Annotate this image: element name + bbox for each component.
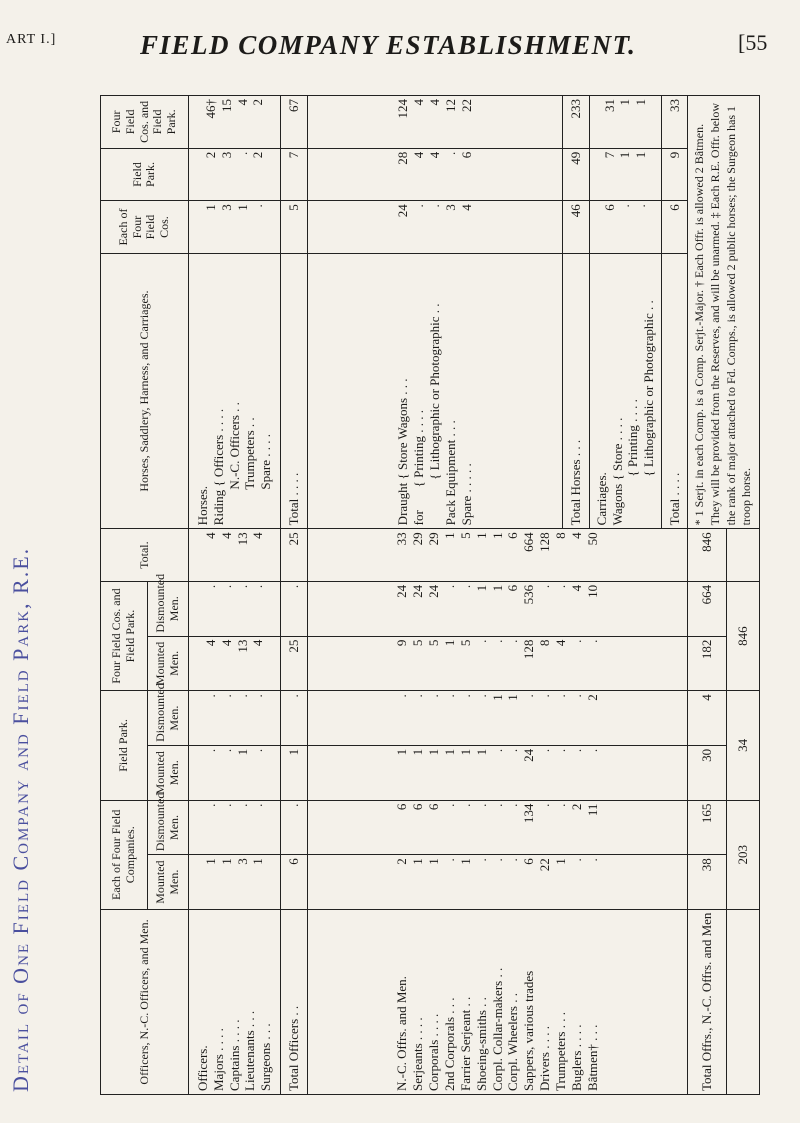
total-ncos: 33 29 29 1 5 1 1 6 664 128 8 4 50 — [307, 529, 688, 582]
fc-riding-horses: 46† 15 4 2 — [188, 96, 280, 149]
establishment-tables — [100, 95, 760, 1095]
fc-mounted-officers: 4 4 13 4 — [188, 636, 280, 691]
fp-carriages-total: 9 — [661, 148, 688, 201]
total-officers: 4 4 13 4 — [188, 529, 280, 582]
ec-mounted-officers: 1 1 3 1 — [188, 855, 280, 910]
page-number: [55 — [738, 30, 768, 55]
fp-carriages: 7 1 1 — [590, 148, 662, 201]
fc-mounted-grand: 182 — [688, 636, 727, 691]
fc-dismounted-total-officers: . — [281, 581, 308, 636]
footnote: * 1 Serjt. in each Comp. is a Comp. Serjt.-Major. † Each Offr. is allowed 2 Bâtmen. They will be provided from the Reserves, and will be unarmed. ‡ Each R.E. Offr. below the rank of major attached to Fd. Comps., is allowed 2 public horses; the Surgeon has 1 troop horse. — [688, 96, 760, 529]
horses-label-header: Horses, Saddlery, Harness, and Carriages. — [101, 253, 189, 529]
fp-mounted-officers: . . 1 . — [188, 745, 280, 800]
fc-dismounted-ncos: 24 24 24 . . 1 1 6 536 . . 4 10 — [307, 581, 688, 636]
total-grand: 846 — [688, 529, 727, 582]
field-park-header: Field Park. — [101, 148, 189, 201]
riding-horse-labels: Horses. Riding { Officers . . . . N.-C. Officers . . Trumpeters . . Spare . . . . — [188, 253, 280, 529]
fc-dismounted-officers: . . . . — [188, 581, 280, 636]
carriages-total-label: Total . . . . — [661, 253, 688, 529]
fc-total-horses: 233 — [563, 96, 590, 149]
fp-mounted-ncos: 1 1 1 1 1 1 . . 24 . . . . — [307, 745, 688, 800]
fp-dismounted-total-officers: . — [281, 691, 308, 746]
ec-dismounted-total-officers: . — [281, 800, 308, 855]
side-title: Detail of One Field Company and Field Park, R.E. — [8, 546, 33, 1092]
carriage-labels: Carriages. Wagons { Store . . . . { Printing . . . . { Lithographic or Photographic . . — [590, 253, 662, 529]
ec-mounted-header: Mounted Men. — [148, 855, 189, 910]
fc-draught: 124 4 4 12 22 — [307, 96, 563, 149]
total-total-officers: 25 — [281, 529, 308, 582]
fc-carriages: 31 1 1 — [590, 96, 662, 149]
ec-carriages: 6 . . — [590, 201, 662, 254]
total-horses-label: Total Horses . . . — [563, 253, 590, 529]
ec-dismounted-officers: . . . . — [188, 800, 280, 855]
group-each-company: Each of Four Field Companies. — [101, 800, 148, 909]
grand-total-label: Total Offrs., N.-C. Offrs. and Men — [688, 909, 727, 1094]
fp-dismounted-grand: 4 — [688, 691, 727, 746]
fp-dismounted-officers: . . . . — [188, 691, 280, 746]
ec-mounted-ncos: 2 1 1 . 1 . . . 6 22 1 . . — [307, 855, 688, 910]
page-title: FIELD COMPANY ESTABLISHMENT. — [140, 30, 637, 60]
draught-labels: Draught { Store Wagons . . . for { Printing . . . . { Lithographic or Photographic . . Pack Equipment . . . Spare . . . . . — [307, 253, 563, 529]
fp-mounted-grand: 30 — [688, 745, 727, 800]
four-and-park-header: Four Field Cos. and Field Park. — [101, 96, 189, 149]
combined-label — [727, 909, 760, 1094]
fp-combined: 34 — [727, 691, 760, 800]
fc-riding-total: 67 — [281, 96, 308, 149]
ec-dismounted-header: Dismounted Men. — [148, 800, 189, 855]
ec-combined: 203 — [727, 800, 760, 909]
fc-mounted-header: Mounted Men. — [148, 636, 189, 691]
ec-riding-total: 5 — [281, 201, 308, 254]
ec-riding-horses: 1 3 1 . — [188, 201, 280, 254]
ec-carriages-total: 6 — [661, 201, 688, 254]
fc-combined: 846 — [727, 581, 760, 690]
fc-mounted-total-officers: 25 — [281, 636, 308, 691]
fp-total-horses: 49 — [563, 148, 590, 201]
fp-mounted-total-officers: 1 — [281, 745, 308, 800]
ec-dismounted-grand: 165 — [688, 800, 727, 855]
each-co-header: Each of Four Field Cos. — [101, 201, 189, 254]
establishment-table — [100, 95, 760, 1095]
fp-riding-horses: 2 3 . 2 — [188, 148, 280, 201]
fc-mounted-ncos: 9 5 5 1 5 . . . 128 8 4 . . — [307, 636, 688, 691]
fp-mounted-header: Mounted Men. — [148, 745, 189, 800]
fp-draught: 28 4 4 . 6 — [307, 148, 563, 201]
ec-draught: 24 . . 3 4 — [307, 201, 563, 254]
ec-total-horses: 46 — [563, 201, 590, 254]
men-label-header: Officers, N.-C. Officers, and Men. — [101, 909, 189, 1094]
group-four-and-park: Four Field Cos. and Field Park. — [101, 581, 148, 690]
ec-dismounted-ncos: 6 6 6 . . . . . 134 . . 2 11 — [307, 800, 688, 855]
nco-labels: N.-C. Offrs. and Men. Serjeants . . . . Corporals . . . . 2nd Corporals . . . Farrier Serjeant . . Shoeing-smiths . . Corpl. Collar-makers . . Corpl. Wheelers . . Sappers, various trades Drivers . . . . Trumpeters . . . Buglers . . . . Bâtmen† . . . — [307, 909, 688, 1094]
total-combined-blank — [727, 529, 760, 582]
fp-dismounted-header: Dismounted Men. — [148, 691, 189, 746]
header-part: ART I.] — [6, 32, 57, 47]
fc-carriages-total: 33 — [661, 96, 688, 149]
ec-mounted-total-officers: 6 — [281, 855, 308, 910]
fp-riding-total: 7 — [281, 148, 308, 201]
ec-mounted-grand: 38 — [688, 855, 727, 910]
officer-labels: Officers. Majors . . . . Captains . . . . Lieutenants . . . Surgeons . . . — [188, 909, 280, 1094]
riding-total-label: Total . . . . — [281, 253, 308, 529]
fc-dismounted-grand: 664 — [688, 581, 727, 636]
total-officers-label: Total Officers . . — [281, 909, 308, 1094]
fc-dismounted-header: Dismounted Men. — [148, 581, 189, 636]
fp-dismounted-ncos: . . . . . . 1 1 . . . . 2 — [307, 691, 688, 746]
group-field-park: Field Park. — [101, 691, 148, 800]
total-header: Total. — [101, 529, 189, 582]
